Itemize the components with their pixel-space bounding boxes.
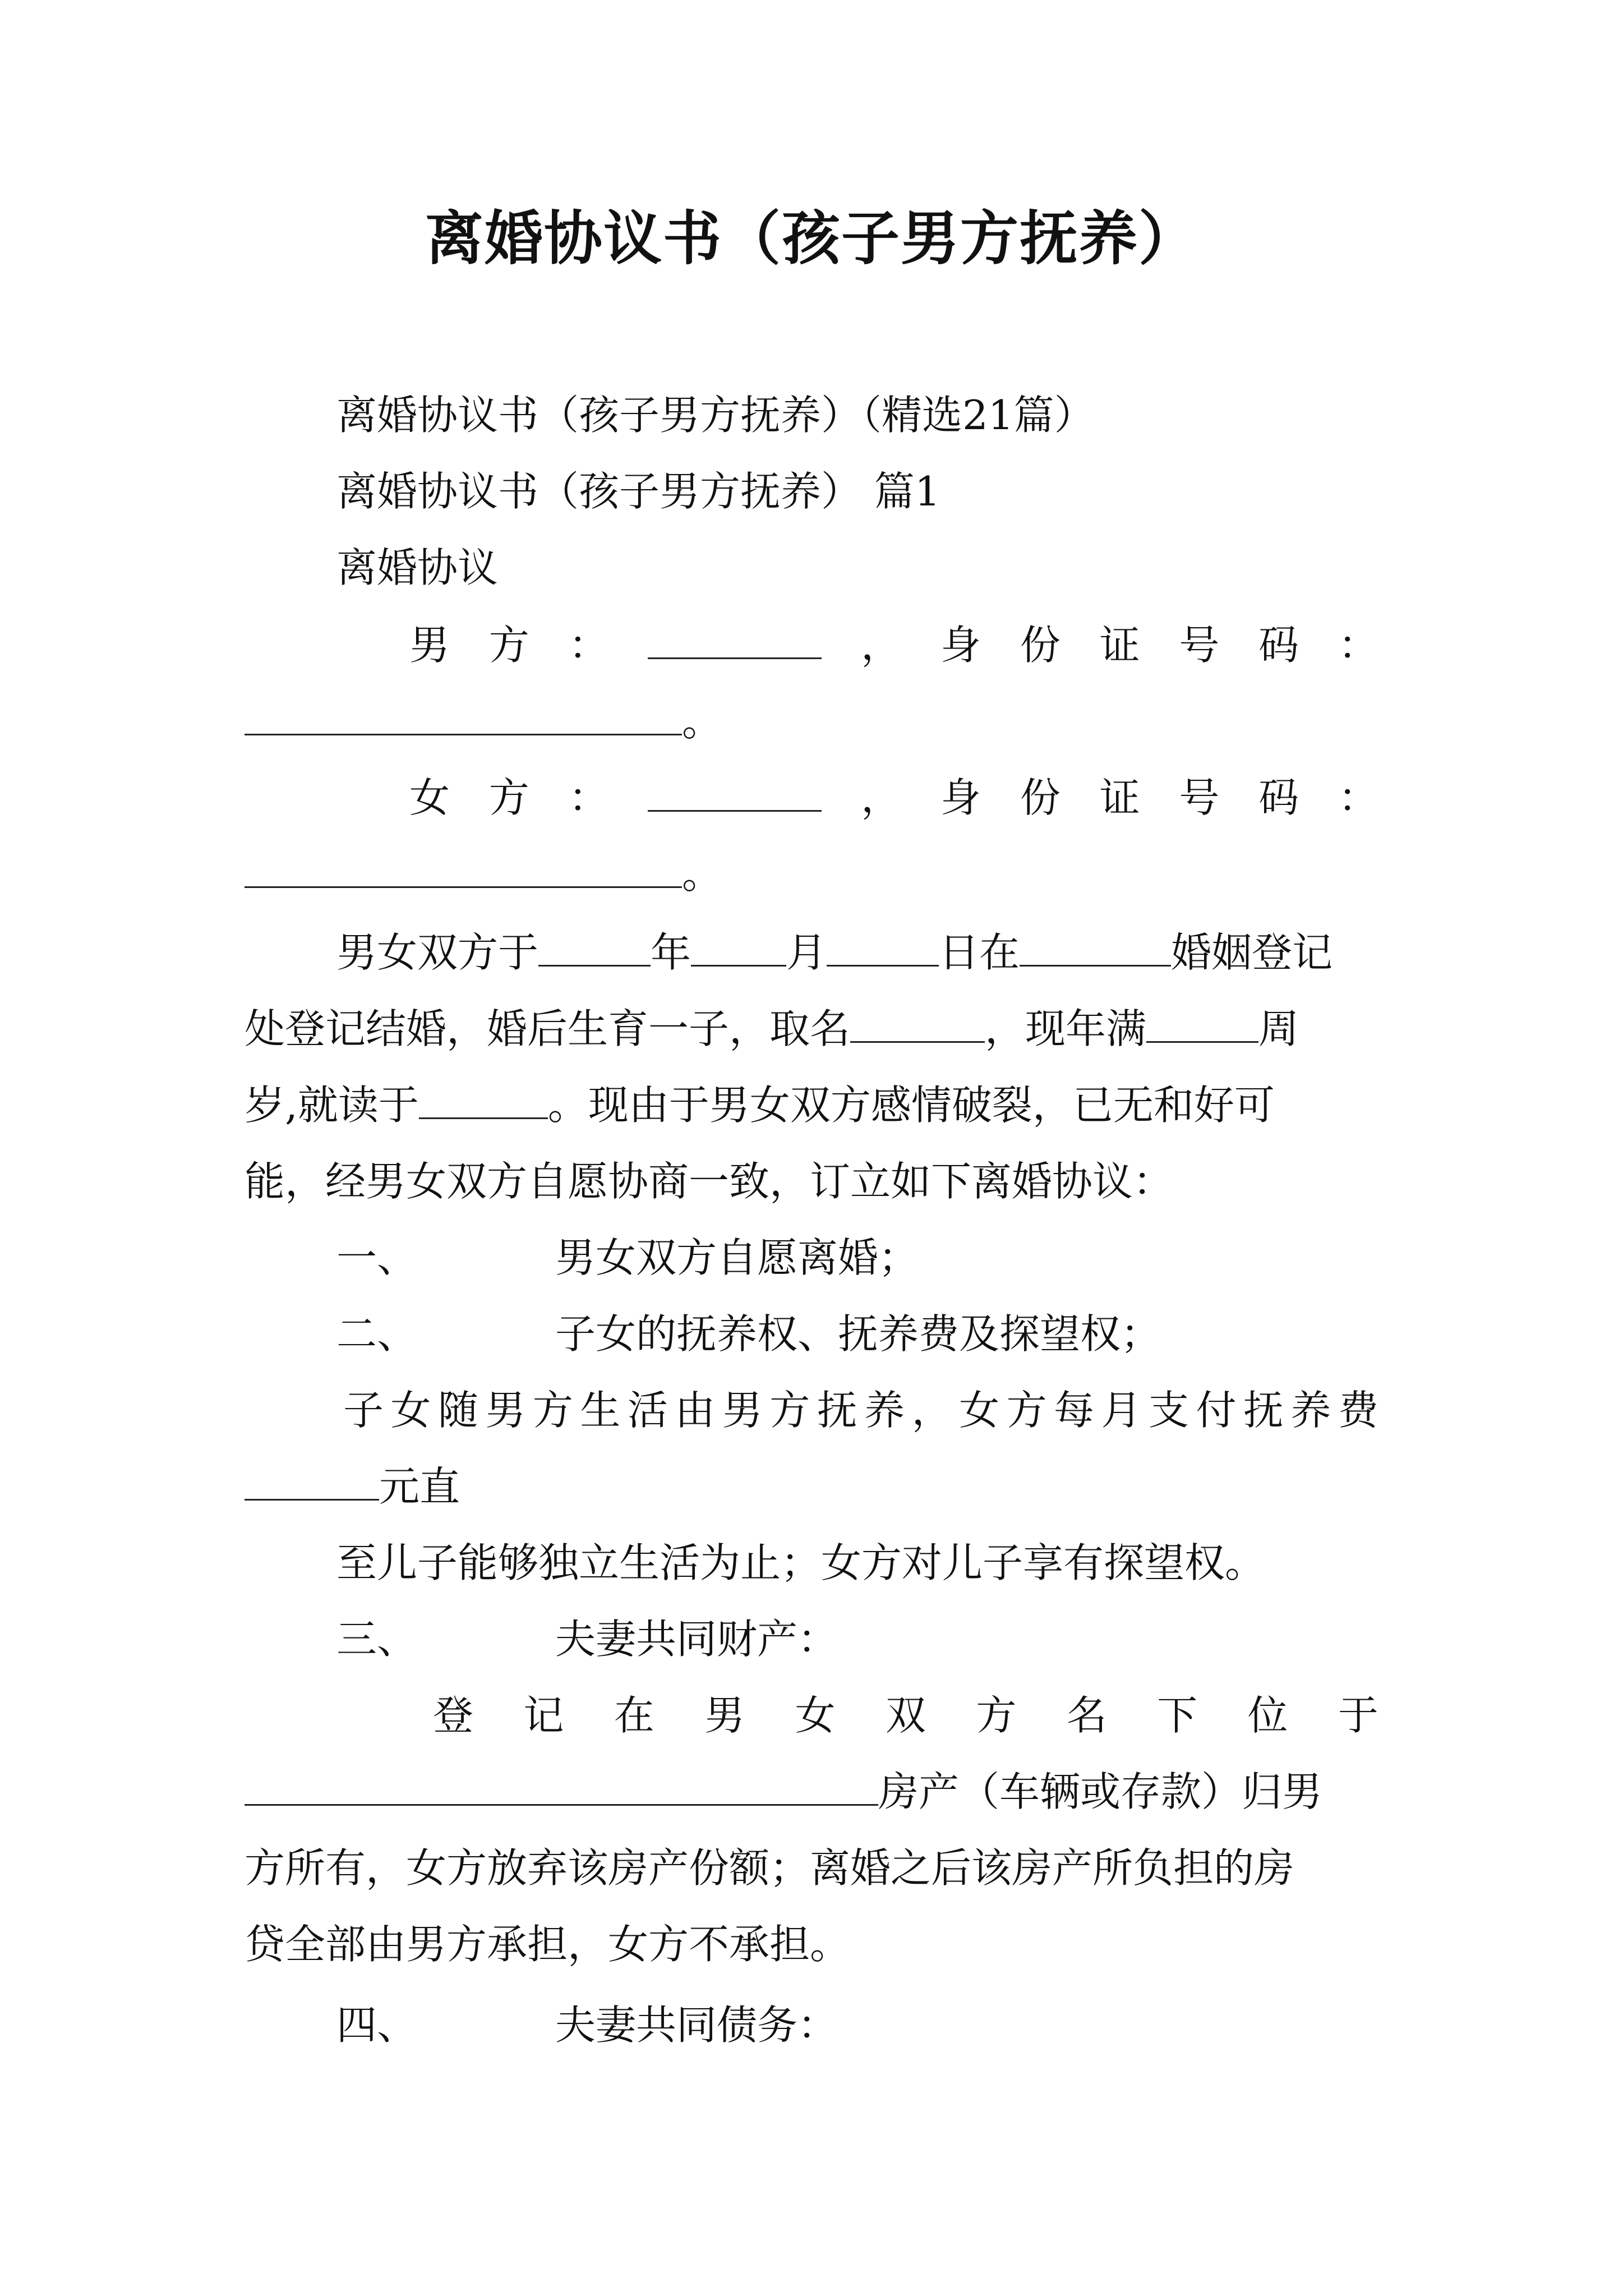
- male-label-char: 方: [488, 622, 529, 669]
- text-span: 房产（车辆或存款）归男: [878, 1768, 1323, 1815]
- clause-number: 二、: [336, 1310, 418, 1358]
- marriage-line-3: [245, 1077, 1275, 1133]
- custody-line-3: 至儿子能够独立生活为止；女方对儿子享有探望权。: [336, 1539, 1266, 1586]
- id-label-char: 证: [1099, 774, 1140, 821]
- male-label-char: 男: [409, 622, 450, 669]
- custody-char: 付: [1196, 1387, 1237, 1434]
- clause-text: 夫妻共同债务：: [555, 2001, 838, 2049]
- custody-char: 方: [769, 1387, 810, 1434]
- custody-line-1: [343, 1382, 1378, 1438]
- custody-char: 支: [1148, 1387, 1189, 1434]
- property-char: 位: [1247, 1692, 1288, 1739]
- property-char: 名: [1066, 1692, 1107, 1739]
- male-comma: ，: [861, 622, 902, 669]
- property-char: 记: [523, 1692, 564, 1739]
- document-title: 离婚协议书（孩子男方抚养）: [425, 204, 1198, 273]
- custody-char: 费: [1338, 1387, 1378, 1434]
- clause-number: 四、: [336, 2001, 418, 2049]
- male-id-line: [245, 693, 722, 749]
- property-char: 下: [1157, 1692, 1198, 1739]
- property-char: 女: [795, 1692, 836, 1739]
- text-span: 。现由于男女双方感情破裂，已无和好可: [547, 1082, 1275, 1129]
- clause-2: [336, 1306, 1161, 1362]
- female-comma: ，: [861, 774, 902, 821]
- clause-text: 子女的抚养权、抚养费及探望权；: [555, 1310, 1161, 1358]
- female-label-char: 方: [488, 774, 529, 821]
- subtitle: 离婚协议书（孩子男方抚养）（精选21篇）: [336, 392, 1095, 439]
- id-label-char: 身: [940, 774, 981, 821]
- year-blank: [538, 924, 651, 967]
- marriage-line-1: [336, 924, 1332, 981]
- custody-char: 方: [532, 1387, 573, 1434]
- text-span: 年: [651, 929, 691, 976]
- clause-text: 夫妻共同财产：: [555, 1616, 838, 1663]
- custody-char: 随: [437, 1387, 478, 1434]
- id-label-char: 身: [940, 622, 981, 669]
- clause-number: 一、: [336, 1234, 418, 1281]
- custody-char: 每: [1054, 1387, 1095, 1434]
- id-label-char: 号: [1179, 622, 1220, 669]
- male-label-char: ：: [568, 622, 609, 669]
- day-blank: [827, 924, 939, 967]
- school-blank: [419, 1077, 548, 1119]
- id-label-char: 号: [1179, 774, 1220, 821]
- text-span: 男女双方于: [336, 929, 539, 976]
- property-line-3: 方所有，女方放弃该房产份额；离婚之后该房产所负担的房: [245, 1844, 1295, 1892]
- agreement-label: 离婚协议: [336, 544, 499, 591]
- property-char: 男: [704, 1692, 745, 1739]
- text-span: 周: [1258, 1005, 1299, 1052]
- article-heading: 离婚协议书（孩子男方抚养） 篇1: [336, 468, 940, 515]
- custody-char: 女: [390, 1387, 431, 1434]
- male-party-line: [409, 617, 1378, 673]
- text-span: 处登记结婚，婚后生育一子，取名: [245, 1005, 851, 1052]
- custody-char: 抚: [817, 1387, 857, 1434]
- custody-char: 养: [864, 1387, 905, 1434]
- id-label-char: ：: [1338, 774, 1378, 821]
- custody-char: ，: [911, 1387, 952, 1434]
- custody-char: 方: [1006, 1387, 1047, 1434]
- female-name-blank: [648, 770, 822, 812]
- clause-text: 男女双方自愿离婚；: [555, 1234, 919, 1281]
- id-label-char: 码: [1258, 622, 1299, 669]
- custody-line-2: [245, 1458, 460, 1515]
- custody-char: 子: [343, 1387, 384, 1434]
- female-id-blank: [245, 846, 682, 888]
- marriage-line-4: 能，经男女双方自愿协商一致，订立如下离婚协议：: [245, 1158, 1174, 1205]
- female-id-end: 。: [682, 850, 723, 898]
- child-age-blank: [1146, 1001, 1258, 1043]
- text-span: 月: [786, 929, 827, 976]
- marriage-line-2: [245, 1001, 1299, 1057]
- id-label-char: 码: [1258, 774, 1299, 821]
- female-party-line: [409, 770, 1378, 826]
- male-id-blank: [245, 693, 682, 735]
- text-span: ，现年满: [985, 1005, 1147, 1052]
- custody-char: 月: [1101, 1387, 1142, 1434]
- custody-char: 活: [627, 1387, 668, 1434]
- id-label-char: 份: [1020, 774, 1061, 821]
- property-line-1: [433, 1687, 1378, 1743]
- registry-blank: [1020, 924, 1171, 967]
- clause-1: [336, 1230, 919, 1286]
- property-line-2: [245, 1764, 1322, 1820]
- clause-3: [336, 1611, 838, 1667]
- custody-char: 女: [959, 1387, 1000, 1434]
- male-id-end: 。: [682, 698, 723, 745]
- female-label-char: 女: [409, 774, 450, 821]
- clause-number: 三、: [336, 1616, 418, 1663]
- property-char: 方: [976, 1692, 1017, 1739]
- property-char: 在: [614, 1692, 654, 1739]
- clause-4: [336, 1997, 838, 2053]
- female-label-char: ：: [568, 774, 609, 821]
- custody-char: 养: [1290, 1387, 1331, 1434]
- property-char: 双: [885, 1692, 926, 1739]
- text-span: 日在: [939, 929, 1020, 976]
- id-label-char: 证: [1099, 622, 1140, 669]
- property-char: 于: [1338, 1692, 1378, 1739]
- text-span: 元直: [379, 1463, 460, 1510]
- custody-char: 生: [580, 1387, 621, 1434]
- text-span: 婚姻登记: [1171, 929, 1333, 976]
- fee-blank: [245, 1458, 379, 1501]
- text-span: 岁,就读于: [245, 1082, 419, 1129]
- id-label-char: 份: [1020, 622, 1061, 669]
- custody-char: 抚: [1243, 1387, 1284, 1434]
- child-name-blank: [850, 1001, 985, 1043]
- property-location-blank: [245, 1764, 878, 1806]
- female-id-line: [245, 846, 722, 902]
- custody-char: 男: [722, 1387, 763, 1434]
- month-blank: [691, 924, 786, 967]
- property-char: 登: [433, 1692, 474, 1739]
- custody-char: 由: [675, 1387, 716, 1434]
- id-label-char: ：: [1338, 622, 1378, 669]
- custody-char: 男: [485, 1387, 526, 1434]
- property-line-4: 贷全部由男方承担，女方不承担。: [245, 1921, 851, 1968]
- male-name-blank: [648, 617, 822, 659]
